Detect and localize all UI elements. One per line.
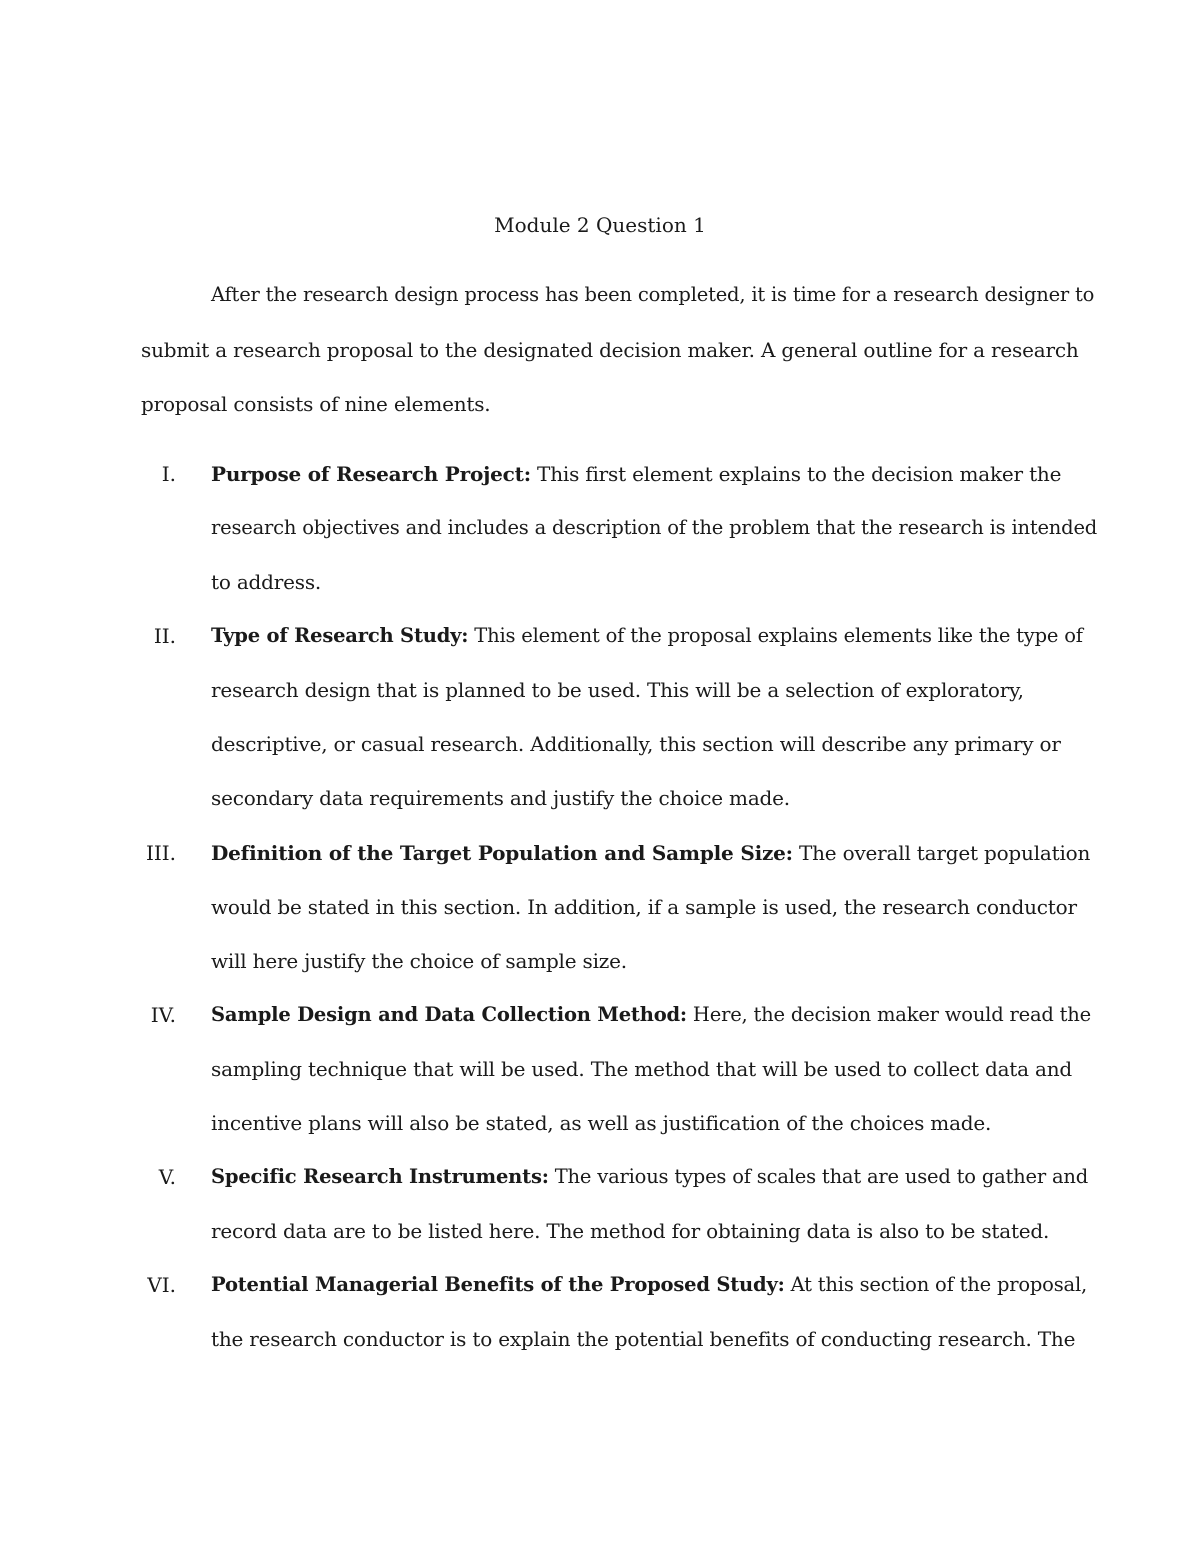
list-item-heading: Potential Managerial Benefits of the Proposed Study: [211,1273,785,1296]
list-item-heading: Sample Design and Data Collection Method: [211,1003,687,1026]
list-item-line: secondary data requirements and justify the choice made. [211,786,790,810]
list-item-line: the research conductor is to explain the potential benefits of conducting research. The [211,1327,1076,1351]
document-title: Module 2 Question 1 [494,213,706,237]
list-numeral: I. [161,462,176,486]
list-numeral: II. [153,624,176,648]
list-item-text: The overall target population [792,841,1091,865]
list-item-line: record data are to be listed here. The method for obtaining data is also to be stated. [211,1219,1050,1243]
list-numeral: III. [145,841,176,865]
intro-line: submit a research proposal to the designated decision maker. A general outline for a research [141,338,1079,362]
list-item-text: At this section of the proposal, [784,1273,1087,1296]
list-item-line: research design that is planned to be used. This will be a selection of exploratory, [211,678,1024,702]
list-item-line: sampling technique that will be used. The method that will be used to collect data and [211,1057,1073,1081]
list-numeral: V. [158,1165,176,1189]
list-item-text: Here, the decision maker would read the [686,1003,1091,1026]
list-item-heading: Type of Research Study: [211,624,469,647]
list-item-line: would be stated in this section. In addition, if a sample is used, the research conductor [211,895,1077,919]
list-numeral: IV. [150,1003,176,1027]
list-item-first-line [211,460,1061,488]
list-numeral: VI. [147,1273,176,1297]
list-item-heading: Definition of the Target Population and Sample Size: [211,841,793,865]
list-item-heading: Specific Research Instruments: [211,1165,549,1188]
list-item-text: The various types of scales that are used to gather and [548,1165,1089,1188]
list-item-first-line [211,1001,1091,1029]
list-item-line: to address. [211,570,322,594]
list-item-first-line [211,839,1090,867]
intro-line: proposal consists of nine elements. [141,392,491,416]
list-item-first-line [211,1271,1087,1299]
list-item-line: will here justify the choice of sample size. [211,949,627,973]
list-item-first-line [211,1163,1088,1191]
list-item-first-line [211,622,1083,650]
list-item-line: research objectives and includes a description of the problem that the research is intended [211,516,1098,539]
list-item-line: incentive plans will also be stated, as well as justification of the choices made. [211,1111,992,1135]
list-item-text: This element of the proposal explains elements like the type of [468,624,1083,647]
intro-line: After the research design process has been completed, it is time for a research designer to [211,283,1095,306]
list-item-text: This first element explains to the decision maker the [530,462,1062,486]
list-item-line: descriptive, or casual research. Additionally, this section will describe any primary or [211,732,1061,756]
list-item-heading: Purpose of Research Project: [211,462,531,486]
